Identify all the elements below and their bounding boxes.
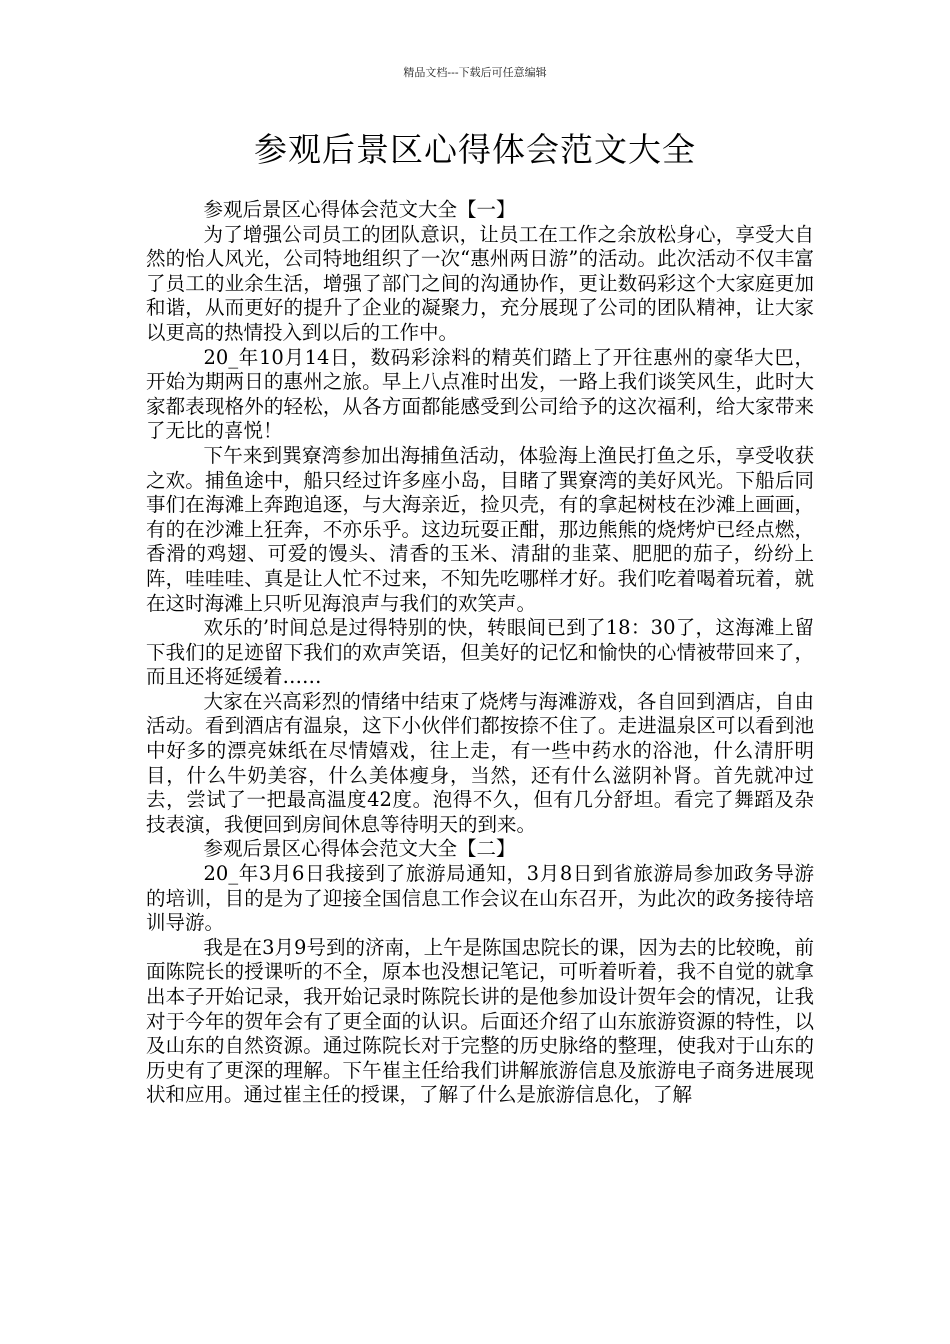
header-note: 精品文档---下载后可任意编辑 xyxy=(403,66,547,79)
document-body xyxy=(146,198,814,1108)
section-heading-2: 参观后景区心得体会范文大全【二】 xyxy=(203,837,516,861)
paragraph: 为了增强公司员工的团队意识，让员工在工作之余放松身心，享受大自然的怡人风光，公司特地组织了一次“惠州两日游”的活动。此次活动不仅丰富了员工的业余生活，增强了部门之间的沟通协作，更让数码彩这个大家庭更加和谐，从而更好的提升了企业的凝聚力，充分展现了公司的团队精神，让大家以更高的热情投入到以后的工作中。 xyxy=(146,222,814,344)
section-heading-1: 参观后景区心得体会范文大全【一】 xyxy=(203,198,516,221)
paragraph: 20_年10月14日，数码彩涂料的精英们踏上了开往惠州的豪华大巴，开始为期两日的惠州之旅。早上八点准时出发，一路上我们谈笑风生，此时大家都表现格外的轻松，从各方面都能感受到公司给予的这次福利，给大家带来了无比的喜悦！ xyxy=(146,345,814,443)
paragraph: 大家在兴高彩烈的情绪中结束了烧烤与海滩游戏，各自回到酒店，自由活动。看到酒店有温泉，这下小伙伴们都按捺不住了。走进温泉区可以看到池中好多的漂亮妹纸在尽情嬉戏，往上走，有一些中药水的浴池，什么清肝明目，什么牛奶美容，什么美体瘦身，当然，还有什么滋阴补肾。首先就冲过去，尝试了一把最高温度42度。泡得不久，但有几分舒坦。看完了舞蹈及杂技表演，我便回到房间休息等待明天的到来。 xyxy=(146,689,814,836)
document-title: 参观后景区心得体会范文大全 xyxy=(254,130,696,169)
paragraph: 欢乐的’时间总是过得特别的快，转眼间已到了18：30了，这海滩上留下我们的足迹留下我们的欢声笑语，但美好的记忆和愉快的心情被带回来了，而且还将延缓着…… xyxy=(146,616,814,689)
paragraph: 下午来到巽寮湾参加出海捕鱼活动，体验海上渔民打鱼之乐，享受收获之欢。捕鱼途中，船只经过许多座小岛，目睹了巽寮湾的美好风光。下船后同事们在海滩上奔跑追逐，与大海亲近，捡贝壳，有的拿起树枝在沙滩上画画，有的在沙滩上狂奔，不亦乐乎。这边玩耍正酣，那边熊熊的烧烤炉已经点燃，香滑的鸡翅、可爱的馒头、清香的玉米、清甜的韭菜、肥肥的茄子，纷纷上阵，哇哇哇、真是让人忙不过来，不知先吃哪样才好。我们吃着喝着玩着，就在这时海滩上只听见海浪声与我们的欢笑声。 xyxy=(146,443,814,615)
paragraph: 20_年3月6日我接到了旅游局通知，3月8日到省旅游局参加政务导游的培训，目的是为了迎接全国信息工作会议在山东召开，为此次的政务接待培训导游。 xyxy=(146,862,814,935)
paragraph: 我是在3月9号到的济南，上午是陈国忠院长的课，因为去的比较晚，前面陈院长的授课听的不全，原本也没想记笔记，可听着听着，我不自觉的就拿出本子开始记录，我开始记录时陈院长讲的是他参加设计贺年会的情况，让我对于今年的贺年会有了更全面的认识。后面还介绍了山东旅游资源的特性，以及山东的自然资源。通过陈院长对于完整的历史脉络的整理，使我对于山东的历史有了更深的理解。下午崔主任给我们讲解旅游信息及旅游电子商务进展现状和应用。通过崔主任的授课，了解了什么是旅游信息化，了解 xyxy=(146,935,814,1107)
